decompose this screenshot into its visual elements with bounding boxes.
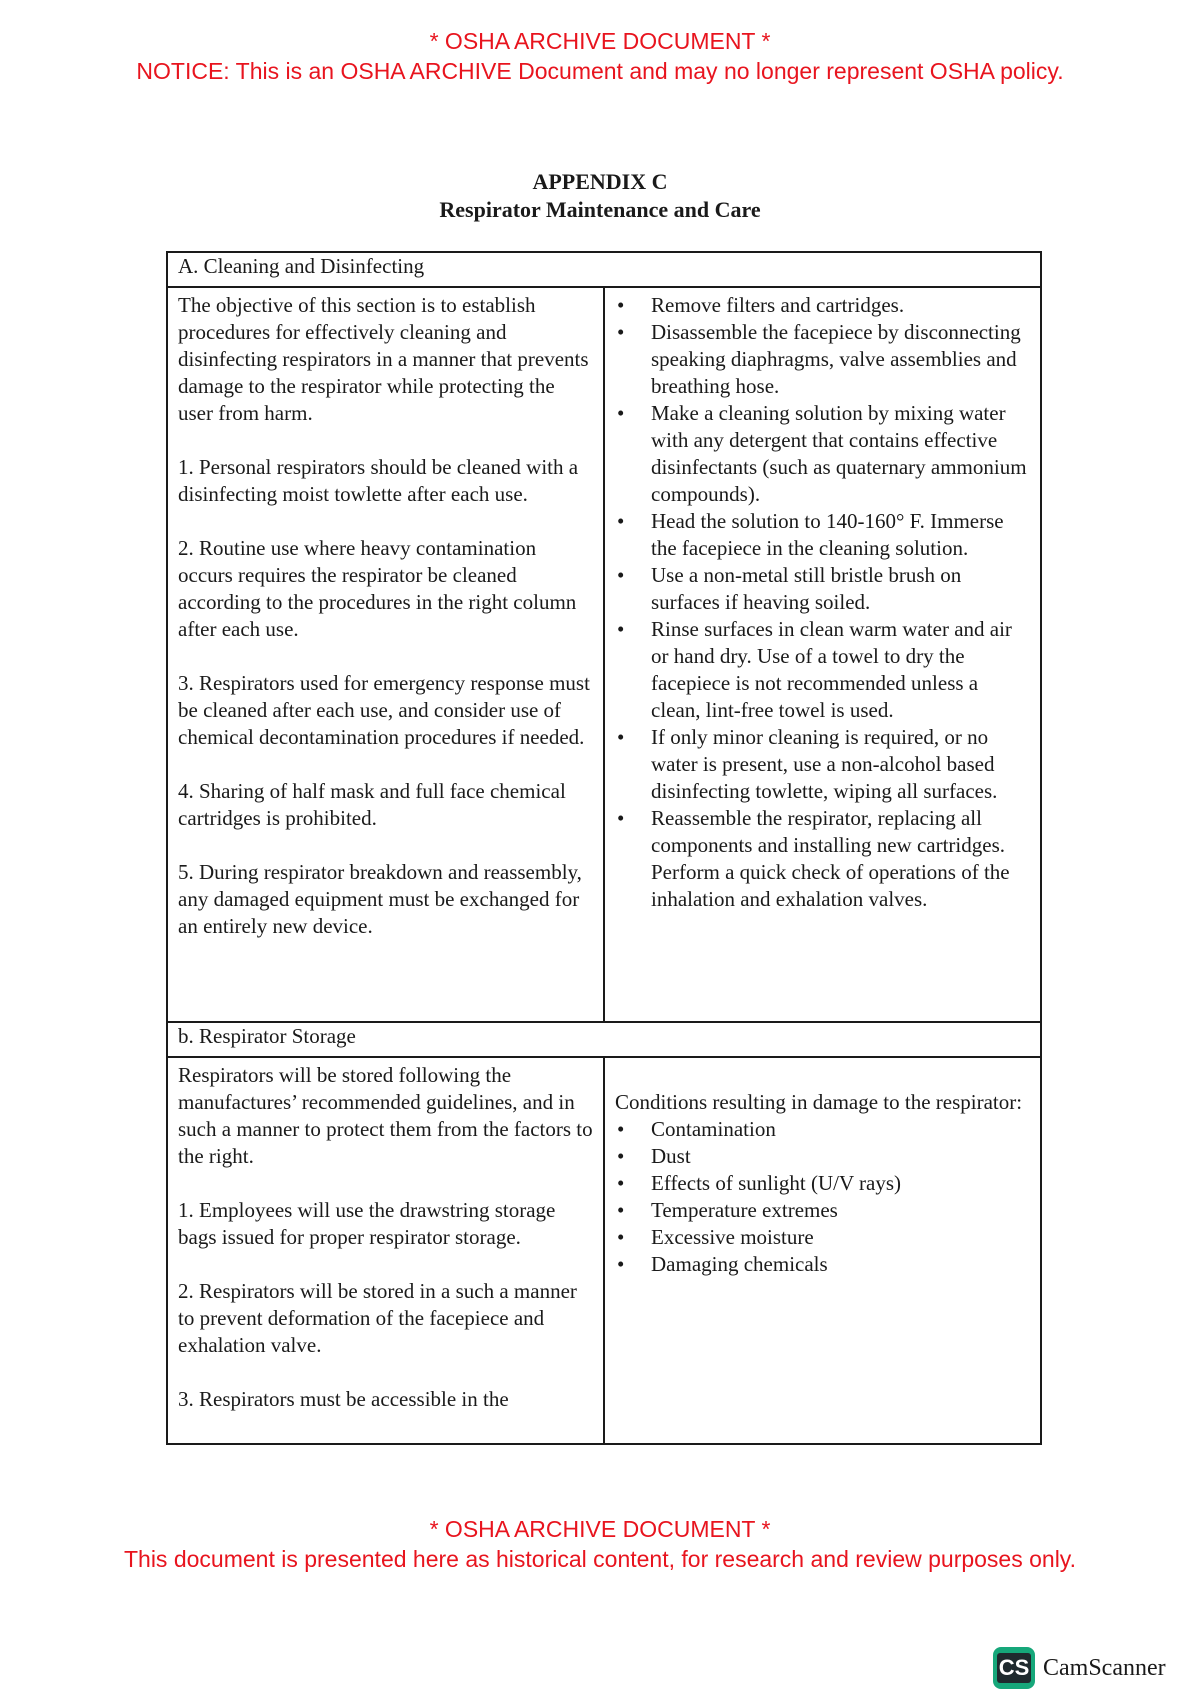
cleaning-item-2: 2. Routine use where heavy contamination occurs requires the respirator be cleaned according to the procedures in the right column after each use. — [178, 536, 577, 641]
section-header-cleaning: A. Cleaning and Disinfecting — [167, 252, 1041, 287]
cleaning-item-5: 5. During respirator breakdown and reassembly, any damaged equipment must be exchanged for an entirely new device. — [178, 860, 582, 938]
list-item: • Effects of sunlight (U/V rays) — [615, 1170, 1030, 1197]
list-item: • Use a non-metal still bristle brush on surfaces if heaving soiled. — [615, 562, 1030, 616]
cleaning-item-1: 1. Personal respirators should be cleaned with a disinfecting moist towlette after each use. — [178, 455, 579, 506]
list-item: • Disassemble the facepiece by disconnecting speaking diaphragms, valve assemblies and breathing hose. — [615, 319, 1030, 400]
storage-left-cell — [167, 1057, 604, 1444]
archive-banner-title: * OSHA ARCHIVE DOCUMENT * — [429, 28, 771, 54]
maintenance-table — [166, 251, 1042, 1445]
section-header-storage: b. Respirator Storage — [167, 1022, 1041, 1057]
storage-right-cell — [604, 1057, 1041, 1444]
cleaning-item-4: 4. Sharing of half mask and full face chemical cartridges is prohibited. — [178, 779, 566, 830]
list-item: • Contamination — [615, 1116, 1030, 1143]
camscanner-logo-text: CS — [997, 1653, 1031, 1683]
damage-conditions-list — [615, 1116, 1030, 1278]
list-item: • Damaging chemicals — [615, 1251, 1030, 1278]
camscanner-label: CamScanner — [1043, 1654, 1166, 1681]
storage-item-3: 3. Respirators must be accessible in the — [178, 1387, 509, 1411]
camscanner-logo-icon — [993, 1647, 1035, 1689]
list-item: • If only minor cleaning is required, or no water is present, use a non-alcohol based disinfecting towlette, wiping all surfaces. — [615, 724, 1030, 805]
archive-banner-notice: NOTICE: This is an OSHA ARCHIVE Document and may no longer represent OSHA policy. — [136, 58, 1064, 84]
list-item: • Rinse surfaces in clean warm water and air or hand dry. Use of a towel to dry the facepiece is not recommended unless a clean, lint-free towel is used. — [615, 616, 1030, 724]
cleaning-objective: The objective of this section is to establish procedures for effectively cleaning and disinfecting respirators in a manner that prevents damage to the respirator while protecting the user from harm. — [178, 293, 589, 425]
list-item: • Reassemble the respirator, replacing all components and installing new cartridges. Perform a quick check of operations of the inhalation and exhalation valves. — [615, 805, 1030, 913]
cleaning-left-cell — [167, 287, 604, 1022]
archive-banner-bottom — [0, 1514, 1200, 1574]
cleaning-steps-list — [615, 292, 1030, 913]
list-item: • Make a cleaning solution by mixing water with any detergent that contains effective disinfectants (such as quaternary ammonium compounds). — [615, 400, 1030, 508]
archive-banner-notice: This document is presented here as historical content, for research and review purposes only. — [123, 1546, 1076, 1572]
list-item: • Dust — [615, 1143, 1030, 1170]
list-item: • Excessive moisture — [615, 1224, 1030, 1251]
archive-banner-top — [0, 26, 1200, 86]
storage-item-2: 2. Respirators will be stored in a such a manner to prevent deformation of the facepiece and exhalation valve. — [178, 1279, 577, 1357]
list-item: • Head the solution to 140-160° F. Immerse the facepiece in the cleaning solution. — [615, 508, 1030, 562]
camscanner-watermark — [993, 1647, 1166, 1689]
damage-conditions-intro: Conditions resulting in damage to the respirator: — [615, 1090, 1023, 1114]
list-item: • Remove filters and cartridges. — [615, 292, 1030, 319]
page-subtitle: Respirator Maintenance and Care — [439, 197, 761, 222]
page-title: APPENDIX C — [532, 169, 668, 194]
list-item: • Temperature extremes — [615, 1197, 1030, 1224]
cleaning-right-cell — [604, 287, 1041, 1022]
cleaning-item-3: 3. Respirators used for emergency response must be cleaned after each use, and consider use of chemical decontamination procedures if needed. — [178, 671, 590, 749]
storage-intro: Respirators will be stored following the manufactures’ recommended guidelines, and in such a manner to protect them from the factors to the right. — [178, 1063, 593, 1168]
storage-item-1: 1. Employees will use the drawstring storage bags issued for proper respirator storage. — [178, 1198, 556, 1249]
archive-banner-title: * OSHA ARCHIVE DOCUMENT * — [429, 1516, 771, 1542]
